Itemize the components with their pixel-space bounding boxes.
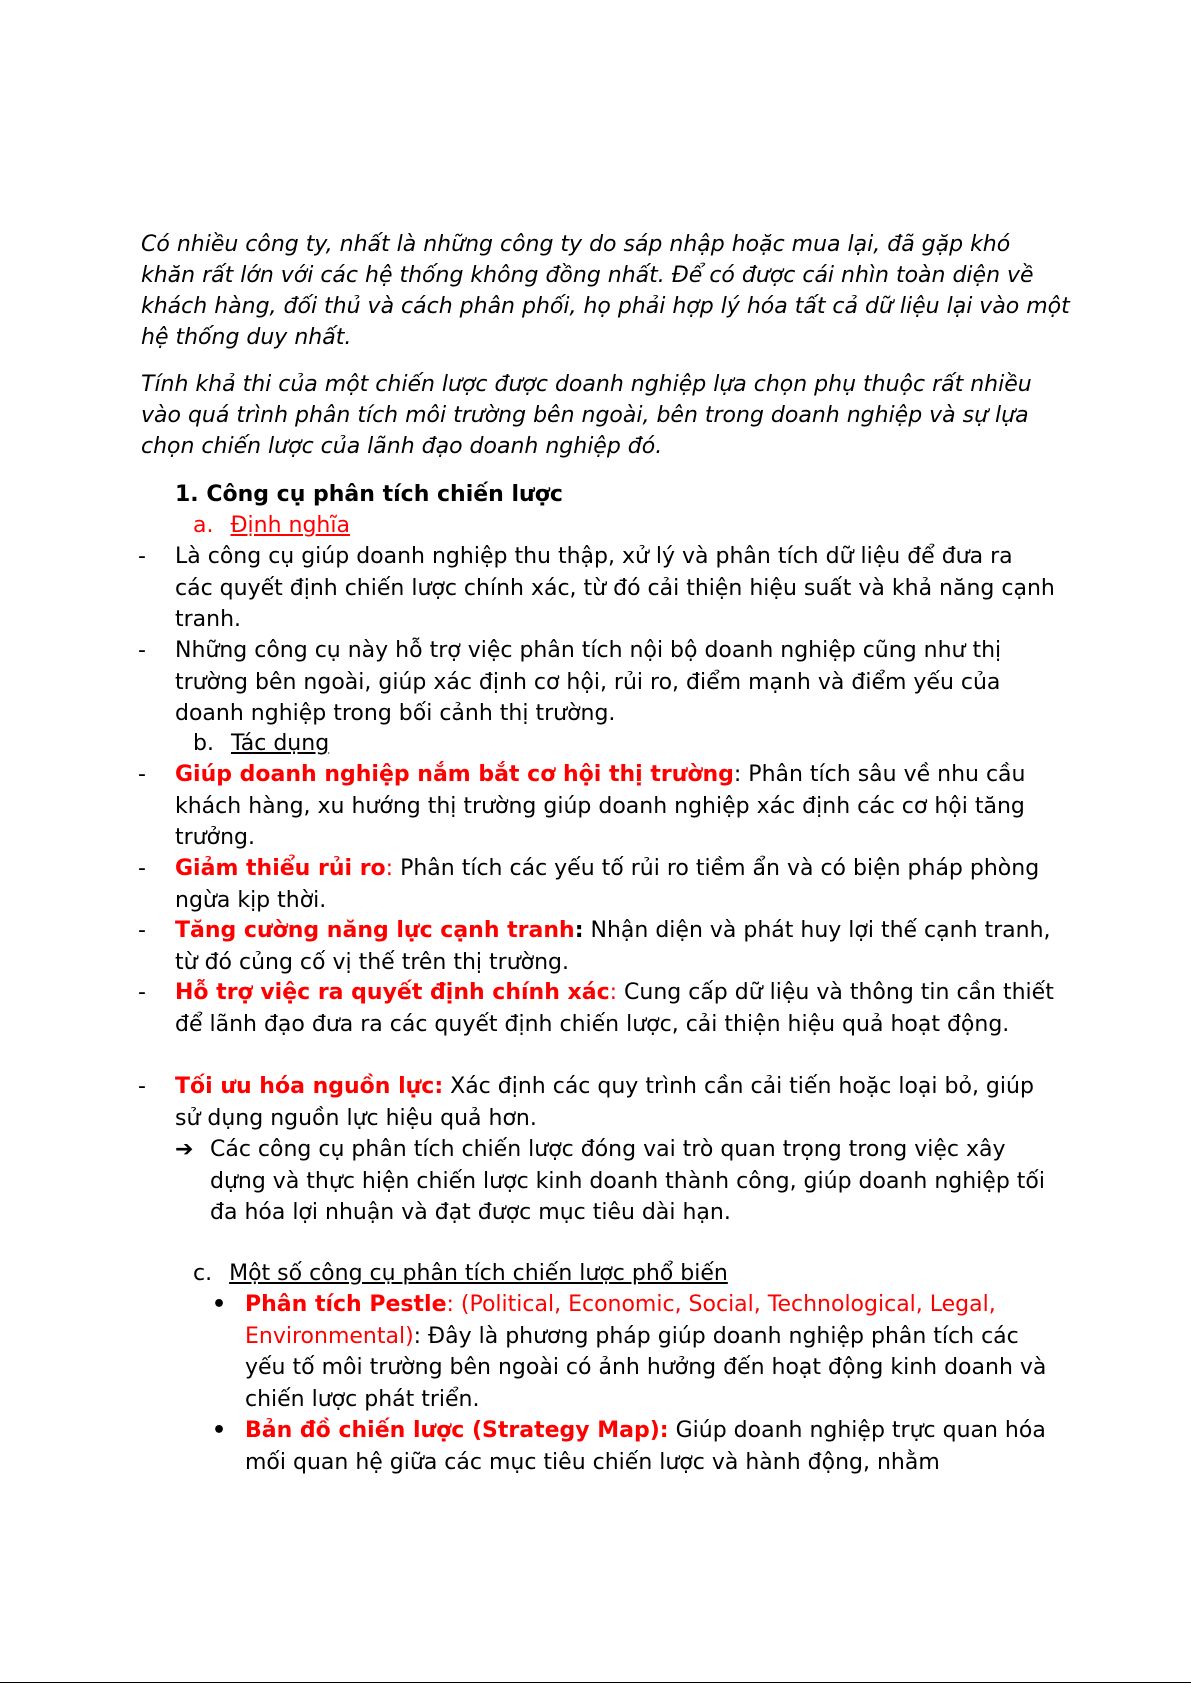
benefit-separator: : [574, 918, 584, 943]
benefit-item [175, 977, 1055, 1040]
subsection-a-heading [193, 510, 350, 541]
benefit-separator: : [733, 762, 742, 787]
benefit-separator: : [609, 980, 618, 1005]
benefit-item [175, 1071, 1055, 1134]
intro-paragraph-2: Tính khả thi của một chiến lược được doanh nghiệp lựa chọn phụ thuộc rất nhiều vào quá trình phân tích môi trường bên ngoài, bên trong doanh nghiệp và sự lựa chọn chiến lược của lãnh đạo doanh nghiệp đó. [141, 372, 1032, 459]
benefit-conclusion: Các công cụ phân tích chiến lược đóng vai trò quan trọng trong việc xây dựng và thực hiện chiến lược kinh doanh thành công, giúp doanh nghiệp tối đa hóa lợi nhuận và đạt được mục tiêu dài hạn. [210, 1137, 1045, 1225]
tool-item [245, 1289, 1055, 1415]
tool-term-detail: : (Political, Economic, Social, Technological, Legal, Environmental) [245, 1292, 996, 1349]
bullet-icon: • [212, 1292, 227, 1317]
dash-icon: - [138, 762, 146, 787]
subsection-c-heading [193, 1258, 728, 1289]
benefit-text: Cung cấp dữ liệu và thông tin cần thiết để lãnh đạo đưa ra các quyết định chiến lược, cải thiện hiệu quả hoạt động. [175, 980, 1054, 1037]
tool-term: Bản đồ chiến lược (Strategy Map): [245, 1418, 669, 1443]
subsection-b-title: Tác dụng [230, 731, 330, 756]
subsection-b-heading [193, 728, 329, 759]
dash-icon: - [138, 980, 146, 1005]
tool-text: : Đây là phương pháp giúp doanh nghiệp phân tích các yếu tố môi trường bên ngoài có ảnh hưởng đến hoạt động kinh doanh và chiến lược phát triển. [245, 1323, 1047, 1412]
benefit-item [175, 853, 1055, 916]
subsection-a-title: Định nghĩa [230, 513, 350, 538]
arrow-right-icon: ➔ [175, 1137, 194, 1162]
definition-item-2: Những công cụ này hỗ trợ việc phân tích nội bộ doanh nghiệp cũng như thị trường bên ngoài, giúp xác định cơ hội, rủi ro, điểm mạnh và điểm yếu của doanh nghiệp trong bối cảnh thị trường. [175, 638, 1002, 726]
dash-icon: - [138, 918, 146, 943]
benefit-text: Phân tích sâu về nhu cầu khách hàng, xu hướng thị trường giúp doanh nghiệp xác định các cơ hội tăng trưởng. [175, 762, 1026, 850]
subsection-b-marker: b. [193, 731, 214, 756]
benefit-text: Nhận diện và phát huy lợi thế cạnh tranh, từ đó củng cố vị thế trên thị trường. [175, 918, 1051, 975]
subsection-c-marker: c. [193, 1261, 213, 1286]
benefit-term: Giảm thiểu rủi ro [175, 856, 386, 881]
tool-term: Phân tích Pestle [245, 1292, 447, 1317]
dash-icon: - [138, 638, 146, 663]
tool-text: Giúp doanh nghiệp trực quan hóa mối quan hệ giữa các mục tiêu chiến lược và hành động, nhằm [245, 1418, 1046, 1475]
benefit-item [175, 915, 1055, 978]
bullet-icon: • [212, 1418, 227, 1443]
definition-item-1: Là công cụ giúp doanh nghiệp thu thập, xử lý và phân tích dữ liệu để đưa ra các quyết định chiến lược chính xác, từ đó cải thiện hiệu suất và khả năng cạnh tranh. [175, 544, 1055, 632]
benefit-separator: : [385, 856, 394, 881]
benefit-text: Xác định các quy trình cần cải tiến hoặc loại bỏ, giúp sử dụng nguồn lực hiệu quả hơn. [175, 1074, 1034, 1131]
section-heading: 1. Công cụ phân tích chiến lược [175, 482, 563, 507]
benefit-term: Tối ưu hóa nguồn lực: [175, 1074, 444, 1099]
subsection-a-marker: a. [193, 513, 214, 538]
dash-icon: - [138, 1074, 146, 1099]
benefit-term: Giúp doanh nghiệp nắm bắt cơ hội thị trường [175, 762, 734, 787]
benefit-term: Hỗ trợ việc ra quyết định chính xác [175, 980, 610, 1005]
page-bottom-rule [0, 1682, 1191, 1683]
dash-icon: - [138, 856, 146, 881]
tool-item [245, 1415, 1055, 1478]
subsection-c-title: Một số công cụ phân tích chiến lược phổ biến [229, 1261, 728, 1286]
intro-paragraph-1: Có nhiều công ty, nhất là những công ty do sáp nhập hoặc mua lại, đã gặp khó khăn rất lớn với các hệ thống không đồng nhất. Để có được cái nhìn toàn diện về khách hàng, đối thủ và cách phân phối, họ phải hợp lý hóa tất cả dữ liệu lại vào một hệ thống duy nhất. [141, 232, 1070, 350]
benefit-term: Tăng cường năng lực cạnh tranh [175, 918, 575, 943]
benefit-text: Phân tích các yếu tố rủi ro tiềm ẩn và có biện pháp phòng ngừa kịp thời. [175, 856, 1040, 913]
dash-icon: - [138, 544, 146, 569]
benefit-item [175, 759, 1055, 854]
